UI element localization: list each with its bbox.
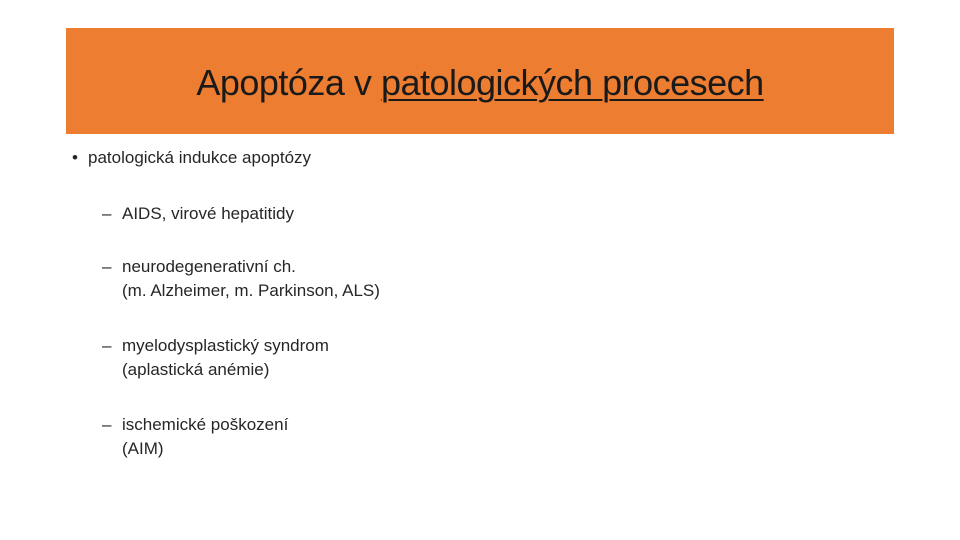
- sub-item-detail: (m. Alzheimer, m. Parkinson, ALS): [122, 281, 380, 300]
- dash-marker: –: [102, 204, 112, 223]
- dash-marker: –: [102, 415, 112, 434]
- sub-item-text: neurodegenerativní ch.: [122, 257, 296, 276]
- sub-item-detail: (AIM): [122, 439, 164, 458]
- bullet-item: [72, 146, 311, 170]
- dash-marker: –: [102, 336, 112, 355]
- bullet-marker: •: [72, 148, 78, 167]
- sub-item-aids: [102, 202, 294, 226]
- sub-item-text: myelodysplastický syndrom: [122, 336, 329, 355]
- slide-title-underlined: patologických procesech: [380, 62, 764, 103]
- slide-title-plain: Apoptóza v: [196, 62, 381, 103]
- sub-item-ischemic: [102, 413, 288, 461]
- sub-item-myelodysplastic: [102, 334, 329, 382]
- sub-item-text: ischemické poškození: [122, 415, 289, 434]
- bullet-text: patologická indukce apoptózy: [88, 148, 312, 167]
- sub-item-text: AIDS, virové hepatitidy: [122, 204, 294, 223]
- sub-item-neurodegenerative: [102, 255, 380, 303]
- dash-marker: –: [102, 257, 112, 276]
- sub-item-detail: (aplastická anémie): [122, 360, 270, 379]
